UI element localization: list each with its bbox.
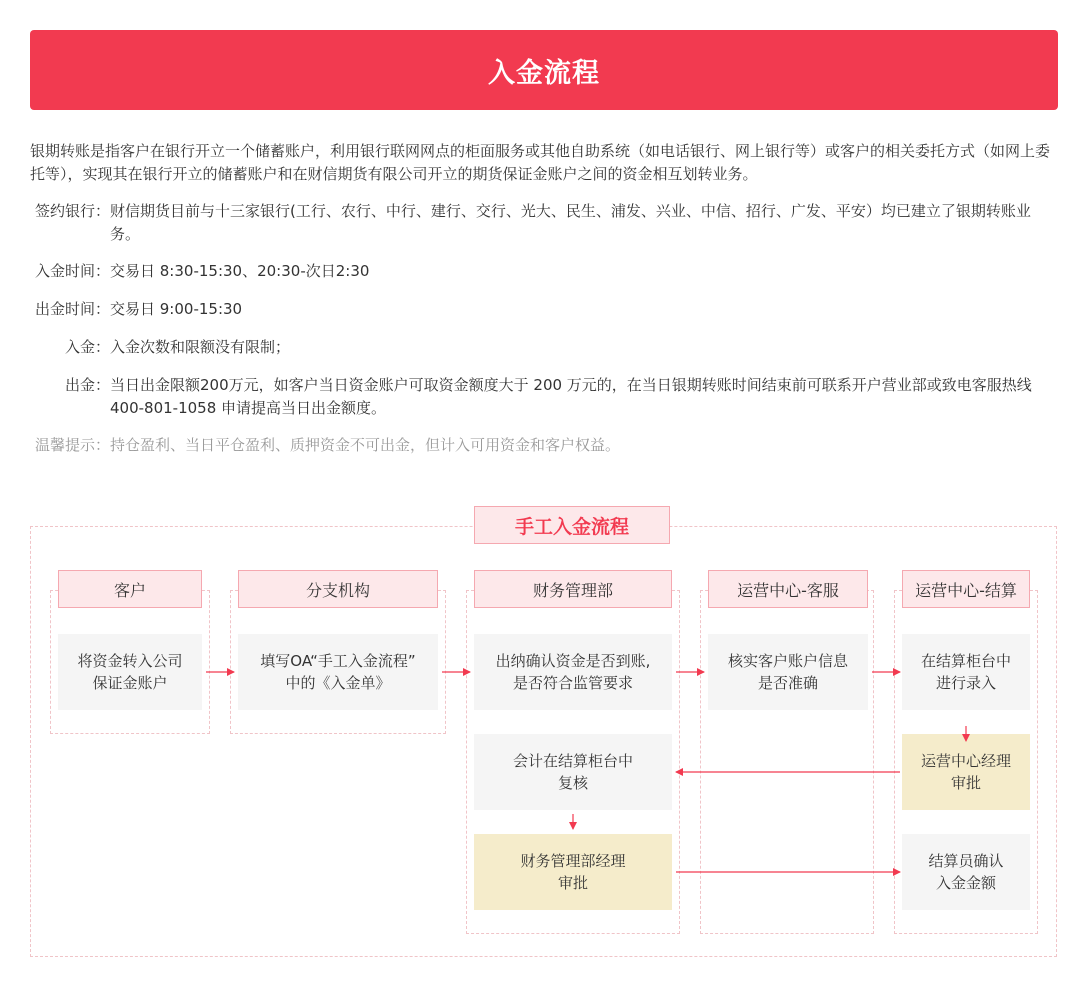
info-value: 交易日 8:30-15:30、20:30-次日2:30 bbox=[110, 262, 370, 280]
step-settler-confirm: 结算员确认 入金金额 bbox=[902, 834, 1030, 910]
step-finance-manager-approve: 财务管理部经理 审批 bbox=[474, 834, 672, 910]
info-value: 交易日 9:00-15:30 bbox=[110, 300, 243, 318]
info-label: 签约银行： bbox=[34, 202, 110, 220]
intro-text: 银期转账是指客户在银行开立一个储蓄账户，利用银行联网网点的柜面服务或其他自助系统（如电话银行、网上银行等）或客户的相关委托方式（如网上委托等），实现其在银行开立的储蓄账户和在财信期货有限公司开立的期货保证金账户之间的资金相互划转业务。 bbox=[30, 142, 1051, 183]
info-label: 入金： bbox=[64, 338, 110, 356]
step-branch-fill-form: 填写OA“手工入金流程” 中的《入金单》 bbox=[238, 634, 438, 710]
flow-title: 手工入金流程 bbox=[474, 506, 670, 544]
page-title: 入金流程 bbox=[488, 57, 600, 89]
step-settle-entry: 在结算柜台中 进行录入 bbox=[902, 634, 1030, 710]
step-finance-confirm: 出纳确认资金是否到账, 是否符合监管要求 bbox=[474, 634, 672, 710]
info-value: 财信期货目前与十三家银行(工行、农行、中行、建行、交行、光大、民生、浦发、兴业、中信、招行、广发、平安）均已建立了银期转账业务。 bbox=[110, 202, 1031, 243]
info-value: 持仓盈利、当日平仓盈利、质押资金不可出金，但计入可用资金和客户权益。 bbox=[110, 436, 621, 454]
lane-header-finance: 财务管理部 bbox=[474, 570, 672, 608]
info-value: 当日出金限额200万元，如客户当日资金账户可取资金额度大于 200 万元的，在当日银期转账时间结束前可联系开户营业部或致电客服热线 400-801-1058 申请提高当日出金额度。 bbox=[110, 376, 1032, 417]
info-value: 入金次数和限额没有限制； bbox=[110, 338, 291, 356]
lane-header-branch: 分支机构 bbox=[238, 570, 438, 608]
step-ops-manager-approve: 运营中心经理 审批 bbox=[902, 734, 1030, 810]
info-label: 出金时间： bbox=[34, 300, 110, 318]
info-label: 入金时间： bbox=[34, 262, 110, 280]
lane-header-customer-service: 运营中心-客服 bbox=[708, 570, 868, 608]
info-label: 温馨提示： bbox=[34, 436, 110, 454]
lane-header-settlement: 运营中心-结算 bbox=[902, 570, 1030, 608]
step-customer-transfer: 将资金转入公司 保证金账户 bbox=[58, 634, 202, 710]
step-cs-verify: 核实客户账户信息 是否准确 bbox=[708, 634, 868, 710]
lane-header-customer: 客户 bbox=[58, 570, 202, 608]
step-accounting-review: 会计在结算柜台中 复核 bbox=[474, 734, 672, 810]
info-label: 出金： bbox=[64, 376, 110, 394]
